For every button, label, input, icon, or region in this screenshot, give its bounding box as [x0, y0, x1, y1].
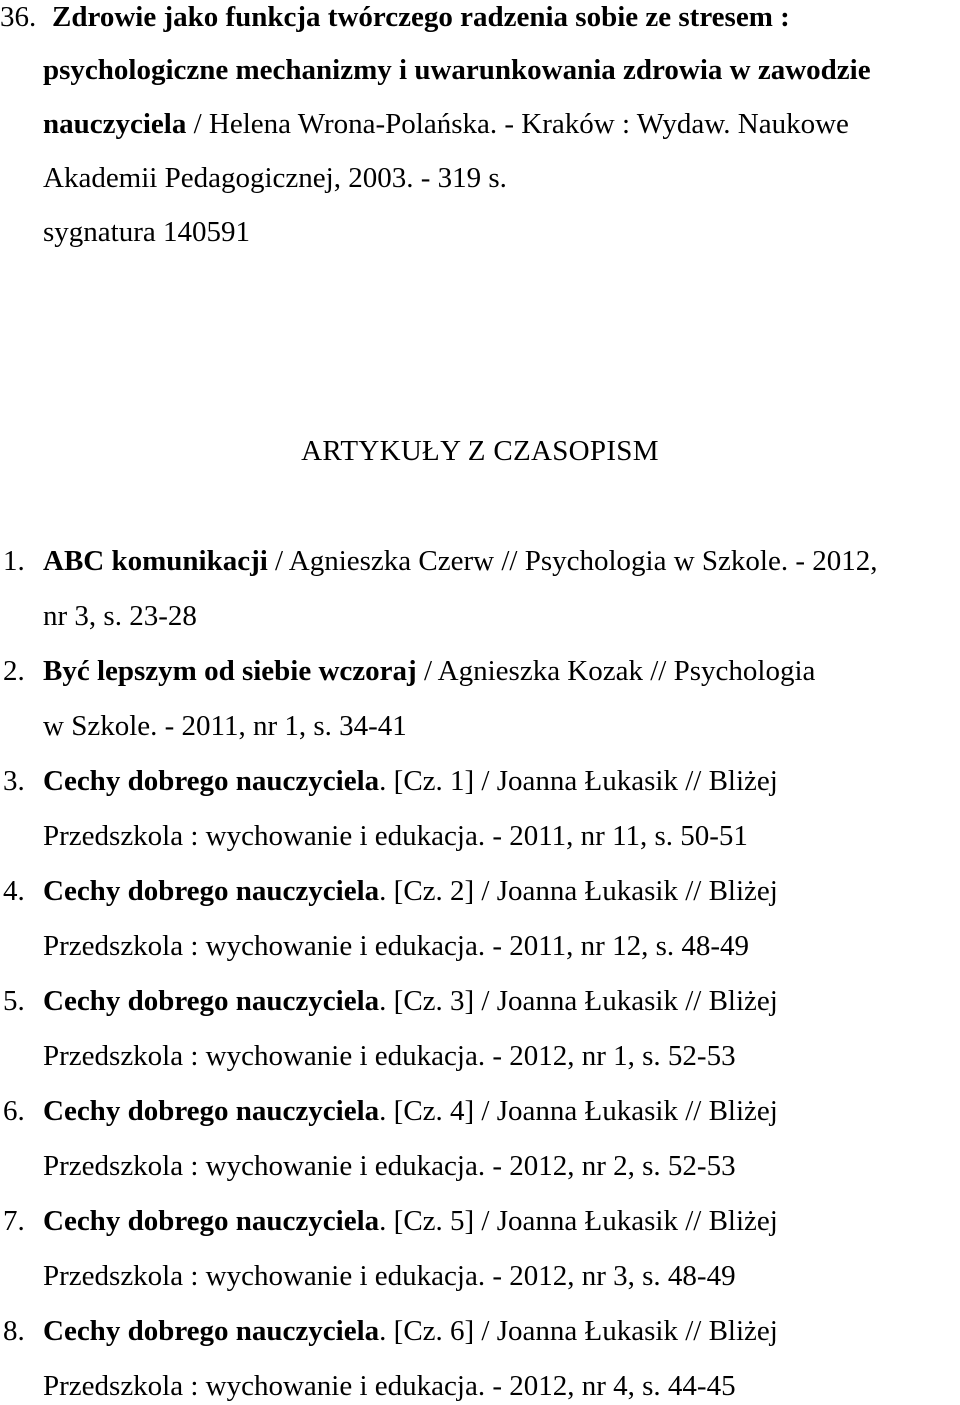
book-entry-title-cont: psychologiczne mechanizmy i uwarunkowania zdrowia w zawodzie	[43, 54, 871, 86]
article-title: Cechy dobrego nauczyciela	[43, 1095, 380, 1127]
article-number: 3.	[3, 765, 25, 797]
book-entry-title: Zdrowie jako funkcja twórczego radzenia sobie ze stresem :	[52, 1, 790, 33]
article-number: 1.	[3, 545, 25, 577]
article-details: . [Cz. 2] / Joanna Łukasik // Bliżej	[379, 875, 778, 907]
article-number: 8.	[3, 1315, 25, 1347]
article-source: Przedszkola : wychowanie i edukacja. - 2012, nr 3, s. 48-49	[43, 1260, 736, 1292]
article-source: Przedszkola : wychowanie i edukacja. - 2012, nr 1, s. 52-53	[43, 1040, 736, 1072]
article-title: Cechy dobrego nauczyciela	[43, 1315, 380, 1347]
article-title: Cechy dobrego nauczyciela	[43, 875, 380, 907]
article-details: . [Cz. 4] / Joanna Łukasik // Bliżej	[379, 1095, 778, 1127]
article-number: 7.	[3, 1205, 25, 1237]
article-source: nr 3, s. 23-28	[43, 600, 197, 632]
article-details: . [Cz. 5] / Joanna Łukasik // Bliżej	[379, 1205, 778, 1237]
article-source: Przedszkola : wychowanie i edukacja. - 2012, nr 2, s. 52-53	[43, 1150, 736, 1182]
article-details: / Agnieszka Kozak // Psychologia	[416, 655, 816, 687]
article-details: . [Cz. 3] / Joanna Łukasik // Bliżej	[379, 985, 778, 1017]
book-entry-number: 36.	[0, 1, 37, 33]
article-title: Cechy dobrego nauczyciela	[43, 1205, 380, 1237]
book-entry-author: / Helena Wrona-Polańska. - Kraków : Wydaw. Naukowe	[186, 108, 849, 140]
article-source: w Szkole. - 2011, nr 1, s. 34-41	[43, 710, 407, 742]
article-source: Przedszkola : wychowanie i edukacja. - 2011, nr 12, s. 48-49	[43, 930, 750, 962]
section-heading: ARTYKUŁY Z CZASOPISM	[301, 435, 659, 467]
article-title: Cechy dobrego nauczyciela	[43, 765, 380, 797]
book-entry-publisher: Akademii Pedagogicznej, 2003. - 319 s.	[43, 162, 507, 194]
article-number: 2.	[3, 655, 25, 687]
article-number: 4.	[3, 875, 25, 907]
article-title: Być lepszym od siebie wczoraj	[43, 655, 417, 687]
article-details: . [Cz. 6] / Joanna Łukasik // Bliżej	[379, 1315, 778, 1347]
article-title: ABC komunikacji	[43, 545, 268, 577]
article-details: . [Cz. 1] / Joanna Łukasik // Bliżej	[379, 765, 778, 797]
book-entry-author-line	[43, 107, 849, 141]
article-details: / Agnieszka Czerw // Psychologia w Szkole. - 2012,	[267, 545, 878, 577]
book-entry-signature: sygnatura 140591	[43, 216, 250, 248]
article-title: Cechy dobrego nauczyciela	[43, 985, 380, 1017]
article-source: Przedszkola : wychowanie i edukacja. - 2012, nr 4, s. 44-45	[43, 1370, 736, 1402]
article-source: Przedszkola : wychowanie i edukacja. - 2011, nr 11, s. 50-51	[43, 820, 748, 852]
book-entry-title-end: nauczyciela	[43, 108, 187, 140]
article-number: 6.	[3, 1095, 25, 1127]
article-number: 5.	[3, 985, 25, 1017]
